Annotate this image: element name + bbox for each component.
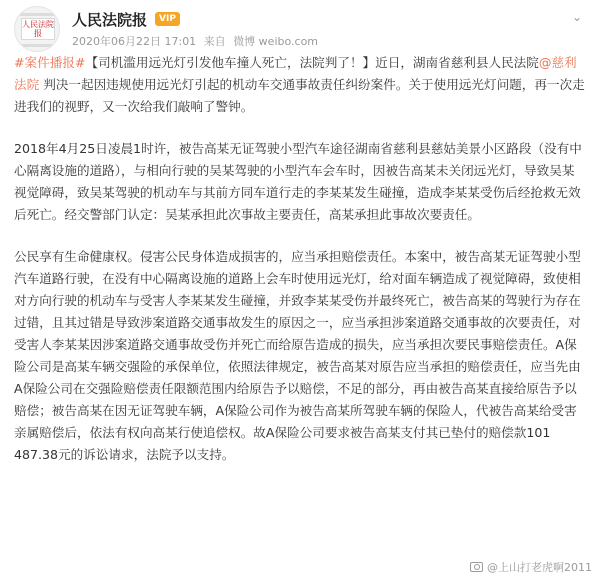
avatar[interactable] — [14, 6, 60, 52]
account-name-row — [72, 8, 180, 30]
hashtag-link[interactable]: #案件播报# — [14, 55, 86, 70]
avatar-decoration — [15, 44, 59, 47]
watermark — [470, 558, 592, 576]
post-paragraph: 公民享有生命健康权。侵害公民身体造成损害的，应当承担赔偿责任。本案中，被告高某无证驾驶小型汽车道路行驶，在没有中心隔离设施的道路上会车时使用远光灯，给对面车辆造成了视觉障碍，致使相对方向行驶的机动车与受害人李某某发生碰撞，并致李某某受伤并最终死亡，被告高某的驾驶行为存在过错，且其过错是导致涉案道路交通事故发生的原因之一，应当承担涉案道路交通事故的次要责任，对受害人李某某因涉案道路交通事故受伤并死亡而给原告造成的损失，应当承担次要民事赔偿责任。A保险公司是高某车辆交强险的承保单位，依照法律规定，被告高某对原告应当承担的赔偿责任，应当先由A保险公司在交强险赔偿责任限额范围内给原告予以赔偿，不足的部分，再由被告高某直接给原告予以赔偿；被告高某在因无证驾驶车辆，A保险公司作为被告高某所驾驶车辆的保险人，代被告高某给受害亲属赔偿后，依法有权向高某行使追偿权。故A保险公司要求被告高某支付其已垫付的赔偿款101 487.38元的诉讼请求，法院予以支持。 — [14, 249, 581, 462]
post-timestamp[interactable]: 2020年06月22日 17:01 — [72, 35, 197, 48]
post-content — [14, 52, 586, 466]
post-intro — [14, 52, 586, 118]
post-meta — [72, 33, 322, 49]
source-prefix: 来自 — [203, 35, 226, 48]
post-paragraph: 2018年4月25日凌晨1时许，被告高某无证驾驶小型汽车途径湖南省慈利县慈姑美景小区路段（没有中心隔离设施的道路），与相向行驶的吴某驾驶的小型汽车会车时，因被告高某未关闭远光灯，导致吴某视觉障碍，致吴某驾驶的机动车与其前方同车道行走的李某某发生碰撞，造成李某某受伤后经抢救无效后死亡。经交警部门认定：吴某承担此次事故主要责任，高某承担此事故次要责任。 — [14, 141, 582, 222]
post-title: 【司机滥用远光灯引发他车撞人死亡，法院判了！】近日，湖南省慈利县人民法院 — [85, 55, 539, 70]
vip-badge[interactable]: VIP — [155, 12, 180, 26]
chevron-down-icon[interactable]: ⌄ — [571, 10, 583, 24]
camera-icon — [470, 562, 483, 572]
mention-link[interactable]: @慈利法院 — [14, 55, 577, 92]
post-source: 微博 weibo.com — [233, 35, 319, 48]
post-header — [14, 6, 586, 52]
account-name[interactable]: 人民法院报 — [72, 10, 148, 29]
avatar-logo: 人民法院报 — [22, 20, 54, 38]
watermark-text: @上山打老虎啊2011 — [487, 561, 592, 574]
post-intro-tail: 判决一起因违规使用远光灯引起的机动车交通事故责任纠纷案件。关于使用远光灯问题，再一次走进我们的视野，又一次给我们敲响了警钟。 — [14, 77, 585, 114]
avatar-decoration — [15, 13, 59, 16]
